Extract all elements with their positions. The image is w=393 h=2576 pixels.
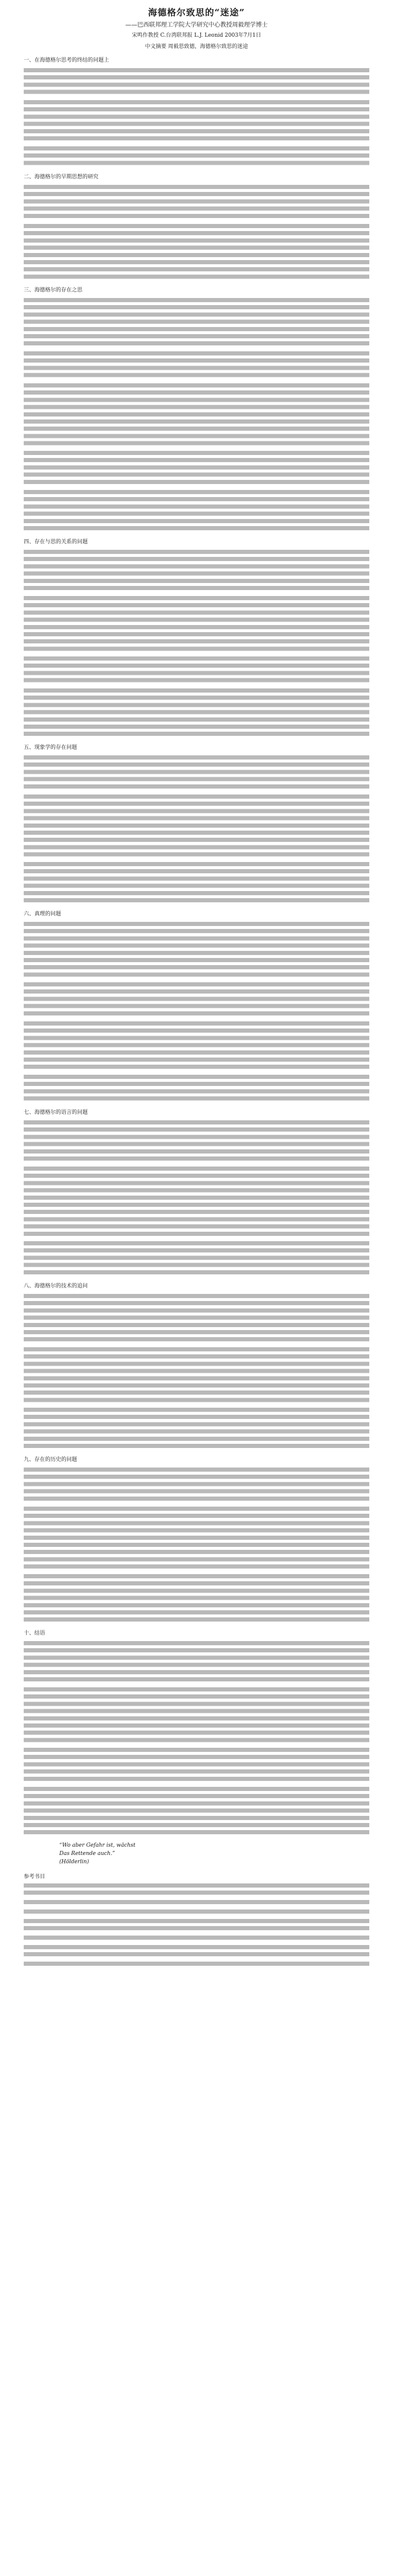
paragraph (24, 146, 369, 168)
paragraph (24, 383, 369, 447)
paragraph (24, 451, 369, 486)
paragraph (24, 351, 369, 380)
paragraph (24, 1574, 369, 1624)
paragraph (24, 688, 369, 738)
section-heading: 六、真理的问题 (24, 911, 62, 917)
section-heading: 四、存在与思的关系的问题 (24, 539, 88, 545)
paragraph (24, 656, 369, 685)
document-subtitle: ——巴西联邦理工学院大学研究中心教授周毅理学博士 (125, 22, 268, 28)
document-body (24, 57, 369, 1837)
quote-line: “Wo aber Gefahr ist, wächst (59, 1843, 136, 1848)
reference-item (24, 1919, 369, 1933)
paragraph (24, 1294, 369, 1344)
references-heading: 参考书目 (24, 1874, 46, 1880)
paragraph (24, 185, 369, 220)
paragraph (24, 298, 369, 348)
paragraph (24, 68, 369, 97)
paragraph (24, 1075, 369, 1103)
paragraph (24, 1507, 369, 1571)
paragraph (24, 1408, 369, 1450)
paragraph (24, 596, 369, 653)
paragraph (24, 1468, 369, 1503)
paragraph (24, 1748, 369, 1783)
paragraph (24, 1021, 369, 1071)
paragraph (24, 862, 369, 905)
abstract-label: 中文摘要 周毅思致德，海德格尔致思的迷途 (145, 44, 248, 50)
poem-quote (59, 1841, 369, 1866)
paragraph (24, 1167, 369, 1238)
reference-item (24, 1936, 369, 1943)
section-heading: 一、在海德格尔思考的终结的问题上 (24, 57, 110, 63)
reference-item (24, 1945, 369, 1959)
paragraph (24, 1241, 369, 1277)
document-page (24, 0, 369, 2576)
reference-item (24, 1883, 369, 1898)
document-title: 海德格尔致思的“迷途” (148, 7, 245, 18)
section-heading: 五、现象学的存在问题 (24, 745, 78, 751)
paragraph (24, 1120, 369, 1163)
paragraph (24, 1347, 369, 1404)
section-heading: 三、海德格尔的存在之思 (24, 287, 83, 293)
paragraph (24, 490, 369, 533)
section-heading: 二、海德格尔的早期思想的研究 (24, 174, 99, 180)
paragraph (24, 982, 369, 1018)
paragraph (24, 755, 369, 791)
paragraph (24, 1687, 369, 1744)
reference-item (24, 1900, 369, 1907)
paragraph (24, 1641, 369, 1684)
reference-item (24, 1909, 369, 1917)
document-byline: 宋鸣作教授 C.台湾联邦报 L.J. Leonid 2003年7月1日 (132, 33, 261, 39)
section-heading: 八、海德格尔的技术的追问 (24, 1283, 88, 1289)
document-header (24, 6, 369, 51)
paragraph (24, 922, 369, 979)
quote-line: (Hölderlin) (59, 1859, 90, 1865)
references-list (24, 1883, 369, 1969)
references (24, 1873, 369, 1969)
paragraph (24, 224, 369, 281)
section-heading: 七、海德格尔的语言的问题 (24, 1110, 88, 1116)
paragraph (24, 1787, 369, 1837)
reference-item (24, 1962, 369, 1969)
quote-line: Das Rettende auch.” (59, 1851, 115, 1857)
section-heading: 九、存在的历史的问题 (24, 1457, 78, 1463)
paragraph (24, 100, 369, 143)
paragraph (24, 794, 369, 858)
paragraph (24, 550, 369, 592)
section-heading: 十、结语 (24, 1630, 46, 1636)
